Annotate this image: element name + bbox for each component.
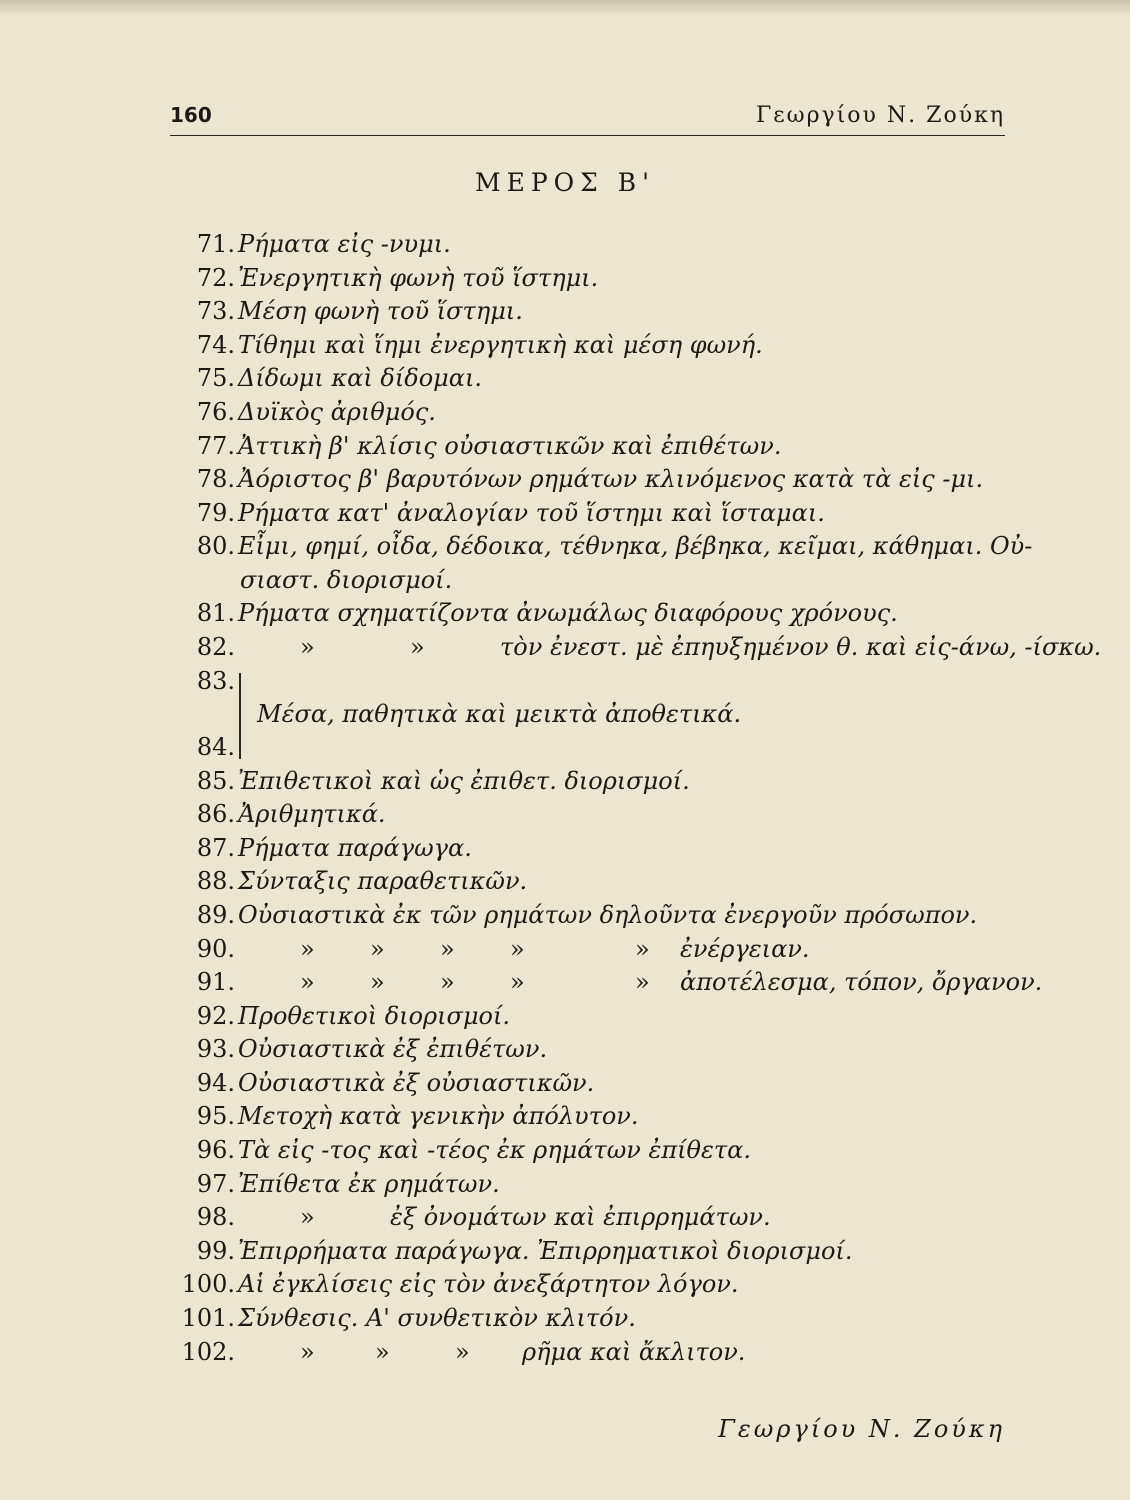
entry-number: 72. bbox=[196, 263, 235, 292]
entry-number: 99. bbox=[196, 1236, 235, 1265]
entry-number: 82. bbox=[196, 632, 235, 661]
list-item bbox=[165, 933, 1025, 967]
entry-number: 98. bbox=[196, 1203, 235, 1232]
list-item bbox=[165, 262, 1025, 296]
entry-text: Προθετικοὶ διορισμοί. bbox=[238, 1001, 511, 1030]
entry-number: 86. bbox=[196, 800, 235, 829]
list-item bbox=[165, 865, 1025, 899]
entry-number: 87. bbox=[196, 833, 235, 862]
entry-number: 102. bbox=[181, 1337, 235, 1366]
ditto-mark: » bbox=[410, 632, 425, 661]
entry-text: Δυϊκὸς ἀριθμός. bbox=[238, 397, 436, 426]
list-item bbox=[165, 1168, 1025, 1202]
entry-number: 84. bbox=[196, 732, 235, 761]
entry-number: 90. bbox=[196, 934, 235, 963]
ditto-mark: » bbox=[370, 968, 385, 997]
entries-group-b bbox=[165, 765, 1043, 1370]
entry-text: Σύνθεσις. Α' συνθετικὸν κλιτόν. bbox=[238, 1304, 636, 1333]
list-item bbox=[165, 798, 1025, 832]
entry-text: Εἶμι, φημί, οἶδα, δέδοικα, τέθνηκα, βέβηκα, κεῖμαι, κάθημαι. Οὐ- bbox=[238, 532, 1033, 561]
entry-text: Οὐσιαστικὰ ἐξ ἐπιθέτων. bbox=[238, 1035, 548, 1064]
entry-number: 75. bbox=[196, 364, 235, 393]
entry-number: 81. bbox=[196, 599, 235, 628]
entry-number: 94. bbox=[196, 1068, 235, 1097]
entry-text: Δίδωμι καὶ δίδομαι. bbox=[238, 364, 482, 393]
entry-text: Ἐπίθετα ἐκ ρημάτων. bbox=[238, 1169, 500, 1198]
entry-number: 83. bbox=[196, 666, 235, 695]
entry-number: 76. bbox=[196, 397, 235, 426]
entry-text: Μετοχὴ κατὰ γενικὴν ἀπόλυτον. bbox=[238, 1102, 639, 1131]
entry-text: Τὰ εἰς -τος καὶ -τέος ἐκ ρημάτων ἐπίθετα. bbox=[238, 1136, 751, 1165]
entry-text: Οὐσιαστικὰ ἐκ τῶν ρημάτων δηλοῦντα ἐνεργοῦν πρόσωπον. bbox=[238, 900, 978, 929]
entry-text: Τίθημι καὶ ἵημι ἐνεργητικὴ καὶ μέση φωνή. bbox=[238, 330, 763, 359]
list-item bbox=[165, 430, 1025, 464]
ditto-mark: » bbox=[440, 968, 455, 997]
contents-list bbox=[165, 228, 1102, 1369]
entry-text: Ἐπιρρήματα παράγωγα. Ἐπιρρηματικοὶ διορισμοί. bbox=[238, 1236, 853, 1265]
entry-number: 95. bbox=[196, 1102, 235, 1131]
running-head: Γεωργίου Ν. Ζούκη bbox=[756, 103, 1005, 128]
entry-text: ἐνέργειαν. bbox=[680, 934, 810, 963]
list-item bbox=[165, 1302, 1025, 1336]
ditto-mark: » bbox=[300, 968, 315, 997]
list-item bbox=[165, 497, 1025, 531]
list-item bbox=[165, 1336, 1025, 1370]
ditto-mark: » bbox=[300, 1337, 315, 1366]
ditto-mark: » bbox=[370, 934, 385, 963]
list-item bbox=[165, 295, 1025, 329]
entry-text: Οὐσιαστικὰ ἐξ οὐσιαστικῶν. bbox=[238, 1068, 595, 1097]
ditto-mark: » bbox=[440, 934, 455, 963]
ditto-mark: » bbox=[455, 1337, 470, 1366]
entry-number: 93. bbox=[196, 1035, 235, 1064]
list-item bbox=[165, 530, 1033, 597]
entry-number: 88. bbox=[196, 867, 235, 896]
entry-number: 79. bbox=[196, 498, 235, 527]
section-title: ΜΕΡΟΣ Β' bbox=[474, 168, 656, 197]
entry-number: 92. bbox=[196, 1001, 235, 1030]
entries-group-a bbox=[165, 228, 1102, 665]
entry-text: Ρήματα κατ' ἀναλογίαν τοῦ ἵστημι καὶ ἵσταμαι. bbox=[238, 498, 825, 527]
ditto-mark: » bbox=[510, 968, 525, 997]
scan-top-edge bbox=[0, 0, 1130, 14]
entry-number: 89. bbox=[196, 900, 235, 929]
entry-number: 91. bbox=[196, 968, 235, 997]
entry-text: Ἐπιθετικοὶ καὶ ὡς ἐπιθετ. διορισμοί. bbox=[238, 766, 690, 795]
list-item bbox=[165, 1268, 1025, 1302]
entry-text: Ἀττικὴ β' κλίσις οὐσιαστικῶν καὶ ἐπιθέτων. bbox=[238, 431, 782, 460]
entry-number: 85. bbox=[196, 766, 235, 795]
ditto-mark: » bbox=[375, 1337, 390, 1366]
list-item bbox=[165, 1201, 1025, 1235]
entry-text: Ἀόριστος β' βαρυτόνων ρημάτων κλινόμενος κατὰ τὰ εἰς -μι. bbox=[238, 465, 984, 494]
bracket-entry bbox=[165, 665, 1025, 765]
entry-text: Ρήματα παράγωγα. bbox=[238, 833, 472, 862]
entry-number: 100. bbox=[181, 1270, 235, 1299]
entry-text-continuation: σιαστ. διορισμοί. bbox=[240, 565, 453, 594]
list-item bbox=[165, 329, 1025, 363]
page-header bbox=[170, 103, 1005, 136]
list-item bbox=[165, 1000, 1025, 1034]
footer-signature: Γεωργίου Ν. Ζούκη bbox=[718, 1415, 1005, 1443]
list-item bbox=[165, 228, 1025, 262]
entry-number: 73. bbox=[196, 297, 235, 326]
list-item bbox=[165, 396, 1025, 430]
entry-number: 74. bbox=[196, 330, 235, 359]
entry-text: ἀποτέλεσμα, τόπον, ὄργανον. bbox=[680, 968, 1043, 997]
entry-text: Σύνταξις παραθετικῶν. bbox=[238, 867, 528, 896]
entry-text: ἐξ ὀνομάτων καὶ ἐπιρρημάτων. bbox=[390, 1203, 771, 1232]
list-item bbox=[165, 1134, 1025, 1168]
entry-text: ρῆμα καὶ ἄκλιτον. bbox=[522, 1337, 746, 1366]
entry-number: 71. bbox=[196, 230, 235, 258]
list-item bbox=[165, 631, 1102, 665]
list-item bbox=[165, 1100, 1025, 1134]
entry-text: Ἀριθμητικά. bbox=[238, 800, 386, 829]
entry-number: 101. bbox=[181, 1304, 235, 1333]
entry-number: 78. bbox=[196, 465, 235, 494]
ditto-mark: » bbox=[300, 934, 315, 963]
list-item bbox=[165, 832, 1025, 866]
list-item bbox=[165, 597, 1025, 631]
entry-number: 96. bbox=[196, 1136, 235, 1165]
entry-text: Ρήματα σχηματίζοντα ἀνωμάλως διαφόρους χρόνους. bbox=[238, 599, 898, 628]
entry-text: τὸν ἐνεστ. μὲ ἐπηυξημένον θ. καὶ εἰς-άνω, -ίσκω. bbox=[500, 632, 1102, 661]
entry-number: 80. bbox=[196, 532, 235, 561]
ditto-mark: » bbox=[300, 632, 315, 661]
list-item bbox=[165, 1067, 1025, 1101]
entry-text: Αἱ ἐγκλίσεις εἰς τὸν ἀνεξάρτητον λόγον. bbox=[238, 1270, 739, 1299]
list-item bbox=[165, 463, 1025, 497]
ditto-mark: » bbox=[510, 934, 525, 963]
entry-number: 97. bbox=[196, 1169, 235, 1198]
ditto-mark: » bbox=[635, 968, 650, 997]
list-item bbox=[165, 1033, 1025, 1067]
entry-text: Ρήματα εἰς -νυμι. bbox=[238, 230, 451, 258]
page-number: 160 bbox=[170, 103, 212, 127]
list-item bbox=[165, 765, 1025, 799]
entry-text: Μέση φωνὴ τοῦ ἵστημι. bbox=[238, 297, 523, 326]
entry-text: Μέσα, παθητικὰ καὶ μεικτὰ ἀποθετικά. bbox=[257, 699, 742, 728]
entry-text: Ἐνεργητικὴ φωνὴ τοῦ ἵστημι. bbox=[238, 263, 599, 292]
list-item bbox=[165, 966, 1043, 1000]
list-item bbox=[165, 362, 1025, 396]
ditto-mark: » bbox=[635, 934, 650, 963]
entry-number: 77. bbox=[196, 431, 235, 460]
ditto-mark: » bbox=[300, 1203, 315, 1232]
list-item bbox=[165, 899, 1025, 933]
list-item bbox=[165, 1235, 1025, 1269]
